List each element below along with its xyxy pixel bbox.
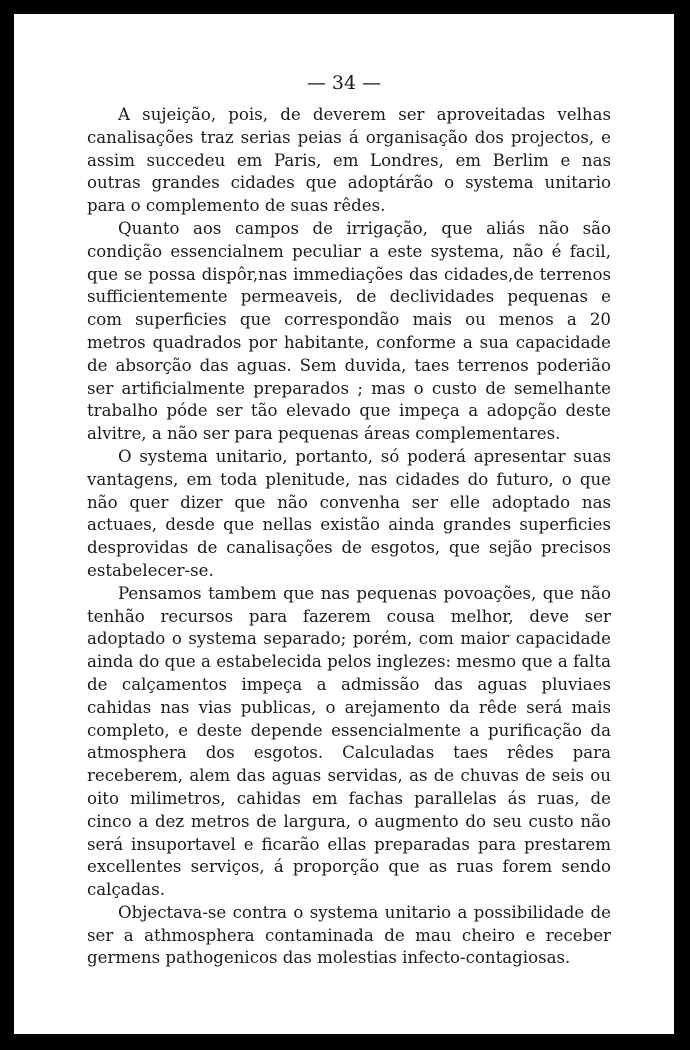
page-number: — 34 — bbox=[306, 72, 382, 94]
paragraph: O systema unitario, portanto, só poderá apresentar suas vantagens, em toda plenitude, nas cidades do futuro, o que não quer dizer que não convenha ser elle adoptado nas actuaes, desde que nellas existão ainda grandes superficies desprovidas de canalisações de esgotos, que sejão precisos estabelecer-se. bbox=[87, 446, 611, 580]
body-text bbox=[87, 104, 611, 970]
document-page bbox=[14, 14, 674, 1034]
paragraph: Pensamos tambem que nas pequenas povoações, que não tenhão recursos para fazerem cousa melhor, deve ser adoptado o systema separado; porém, com maior capacidade ainda do que a estabelecida pelos inglezes: mesmo que a falta de calçamentos impeça a admissão das aguas pluviaes cahidas nas vias publicas, o arejamento da rêde será mais completo, e deste depende essencialmente a purificação da atmosphera dos esgotos. Calculadas taes rêdes para receberem, alem das aguas servidas, as de chuvas de seis ou oito milimetros, cahidas em fachas parallelas ás ruas, de cinco a dez metros de largura, o augmento do seu custo não será insuportavel e ficarão ellas preparadas para prestarem excellentes serviços, á proporção que as ruas forem sendo calçadas. bbox=[87, 583, 611, 900]
paragraph: Objectava-se contra o systema unitario a possibilidade de ser a athmosphera contaminada de mau cheiro e receber germens pathogenicos das molestias infecto-contagiosas. bbox=[87, 902, 611, 968]
paragraph: Quanto aos campos de irrigação, que aliás não são condição essencialnem peculiar a este systema, não é facil, que se possa dispôr,nas immediações das cidades,de terrenos sufficientemente permeaveis, de declividades pequenas e com superficies que correspondão mais ou menos a 20 metros quadrados por habitante, conforme a sua capacidade de absorção das aguas. Sem duvida, taes terrenos poderião ser artificialmente preparados ; mas o custo de semelhante trabalho póde ser tão elevado que impeça a adopção deste alvitre, a não ser para pequenas áreas complementares. bbox=[87, 218, 611, 444]
paragraph: A sujeição, pois, de deverem ser aproveitadas velhas canalisações traz serias peias á organisação dos projectos, e assim succedeu em Paris, em Londres, em Berlim e nas outras grandes cidades que adoptárão o systema unitario para o complemento de suas rêdes. bbox=[87, 105, 611, 216]
